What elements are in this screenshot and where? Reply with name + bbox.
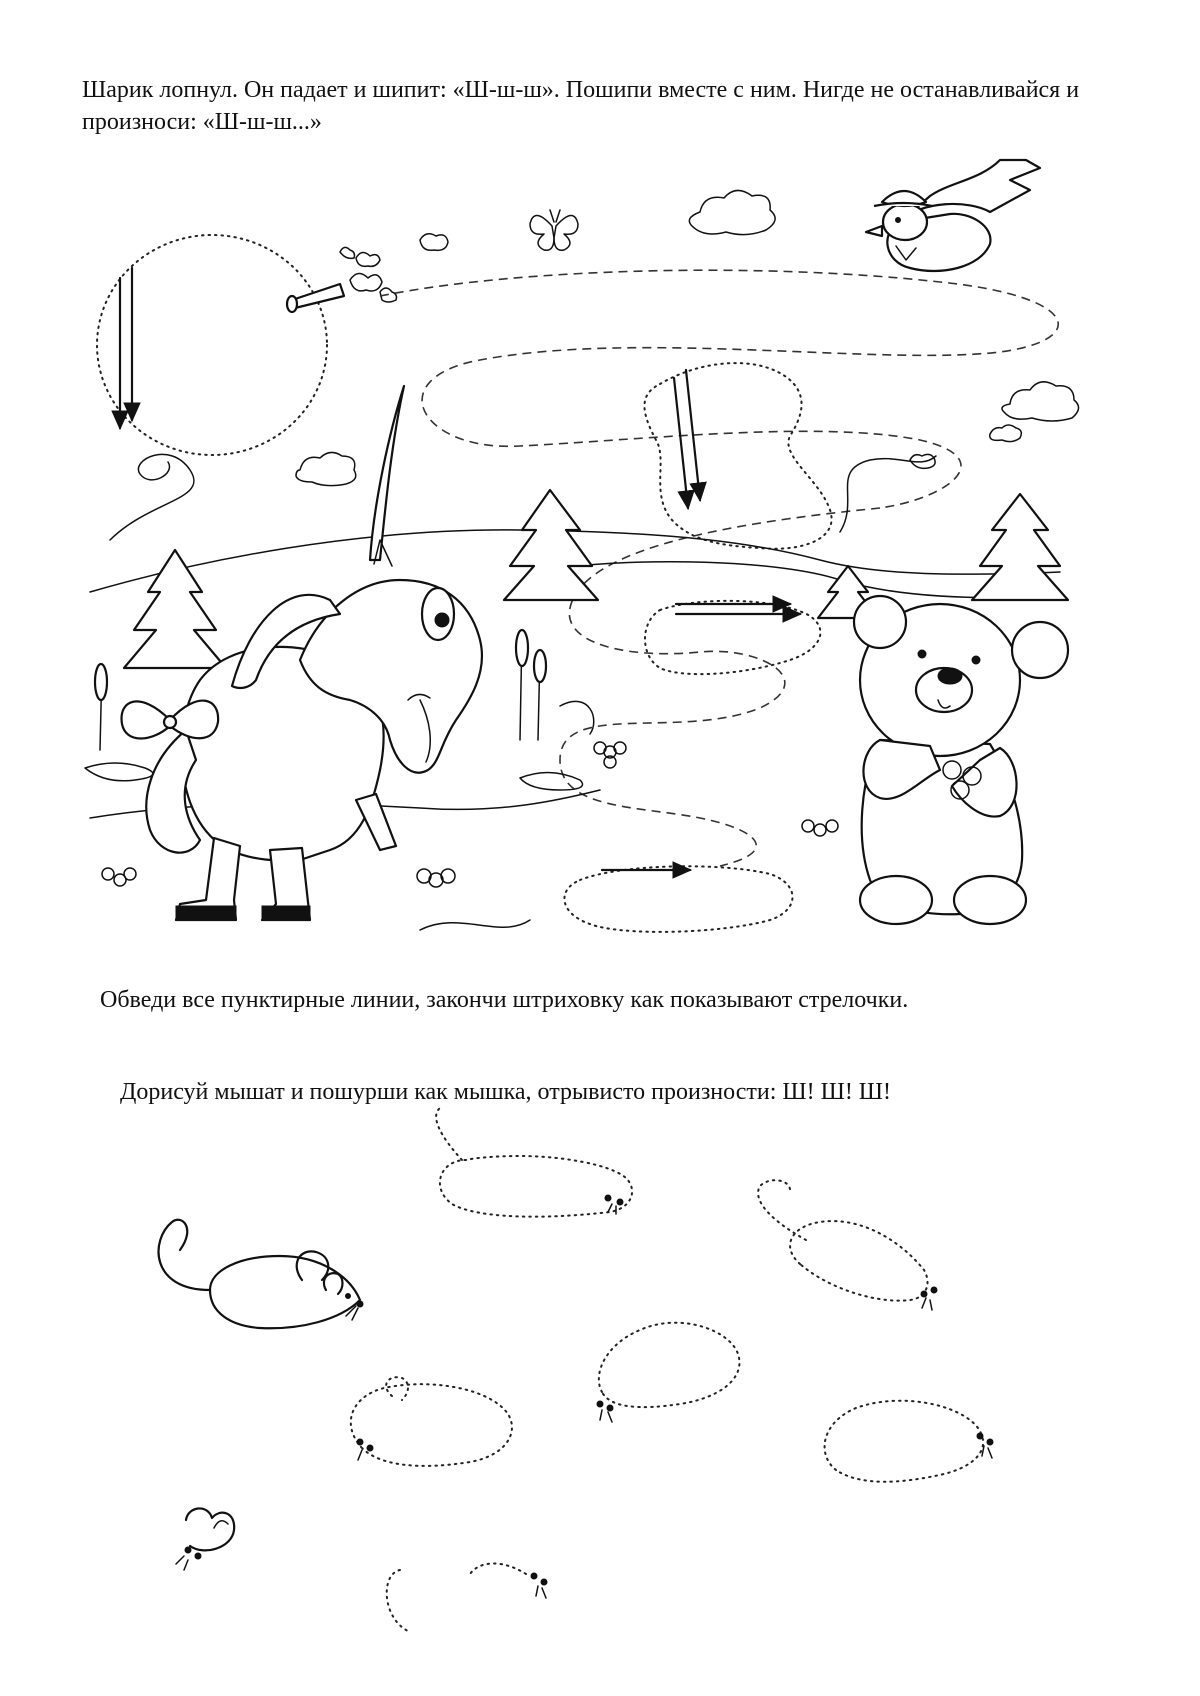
hatching-arrow-icon: [674, 370, 700, 508]
dotted-mouse-4[interactable]: [351, 1377, 512, 1466]
dotted-mouse-2[interactable]: [758, 1180, 937, 1310]
dotted-mouse-1[interactable]: [436, 1108, 632, 1217]
dotted-shape-lower[interactable]: [564, 601, 820, 932]
instruction-trace-text: Обведи все пунктирные линии, закончи штриховку как показывают стрелочки.: [100, 987, 909, 1013]
dotted-mouse-5[interactable]: [825, 1401, 993, 1482]
bird-with-hat-illustration: [866, 160, 1040, 271]
mouse-illustration: [159, 1220, 363, 1329]
intro-text: Шарик лопнул. Он падает и шипит: «Ш-ш-ш». Пошипи вместе с ним. Нигде не останавливайся и произноси: «Ш-ш-ш...»: [82, 77, 1080, 135]
dotted-mouse-6[interactable]: [387, 1564, 547, 1633]
butterfly-icon: [530, 210, 578, 250]
mice-section: [159, 1108, 993, 1632]
hatching-arrow-icon: [120, 268, 132, 428]
instruction-mice-text: Дорисуй мышат и пошурши как мышка, отрывисто произности: Ш! Ш! Ш!: [120, 1079, 892, 1105]
scene-top: [85, 160, 1079, 932]
mouse-head-partial[interactable]: [176, 1508, 234, 1570]
dotted-mouse-3[interactable]: [597, 1323, 739, 1422]
teddy-bear-illustration: [854, 596, 1068, 924]
dotted-shape-middle[interactable]: [644, 363, 831, 549]
popped-balloon-illustration: [287, 234, 448, 312]
hatching-arrow-icon: [602, 604, 800, 870]
